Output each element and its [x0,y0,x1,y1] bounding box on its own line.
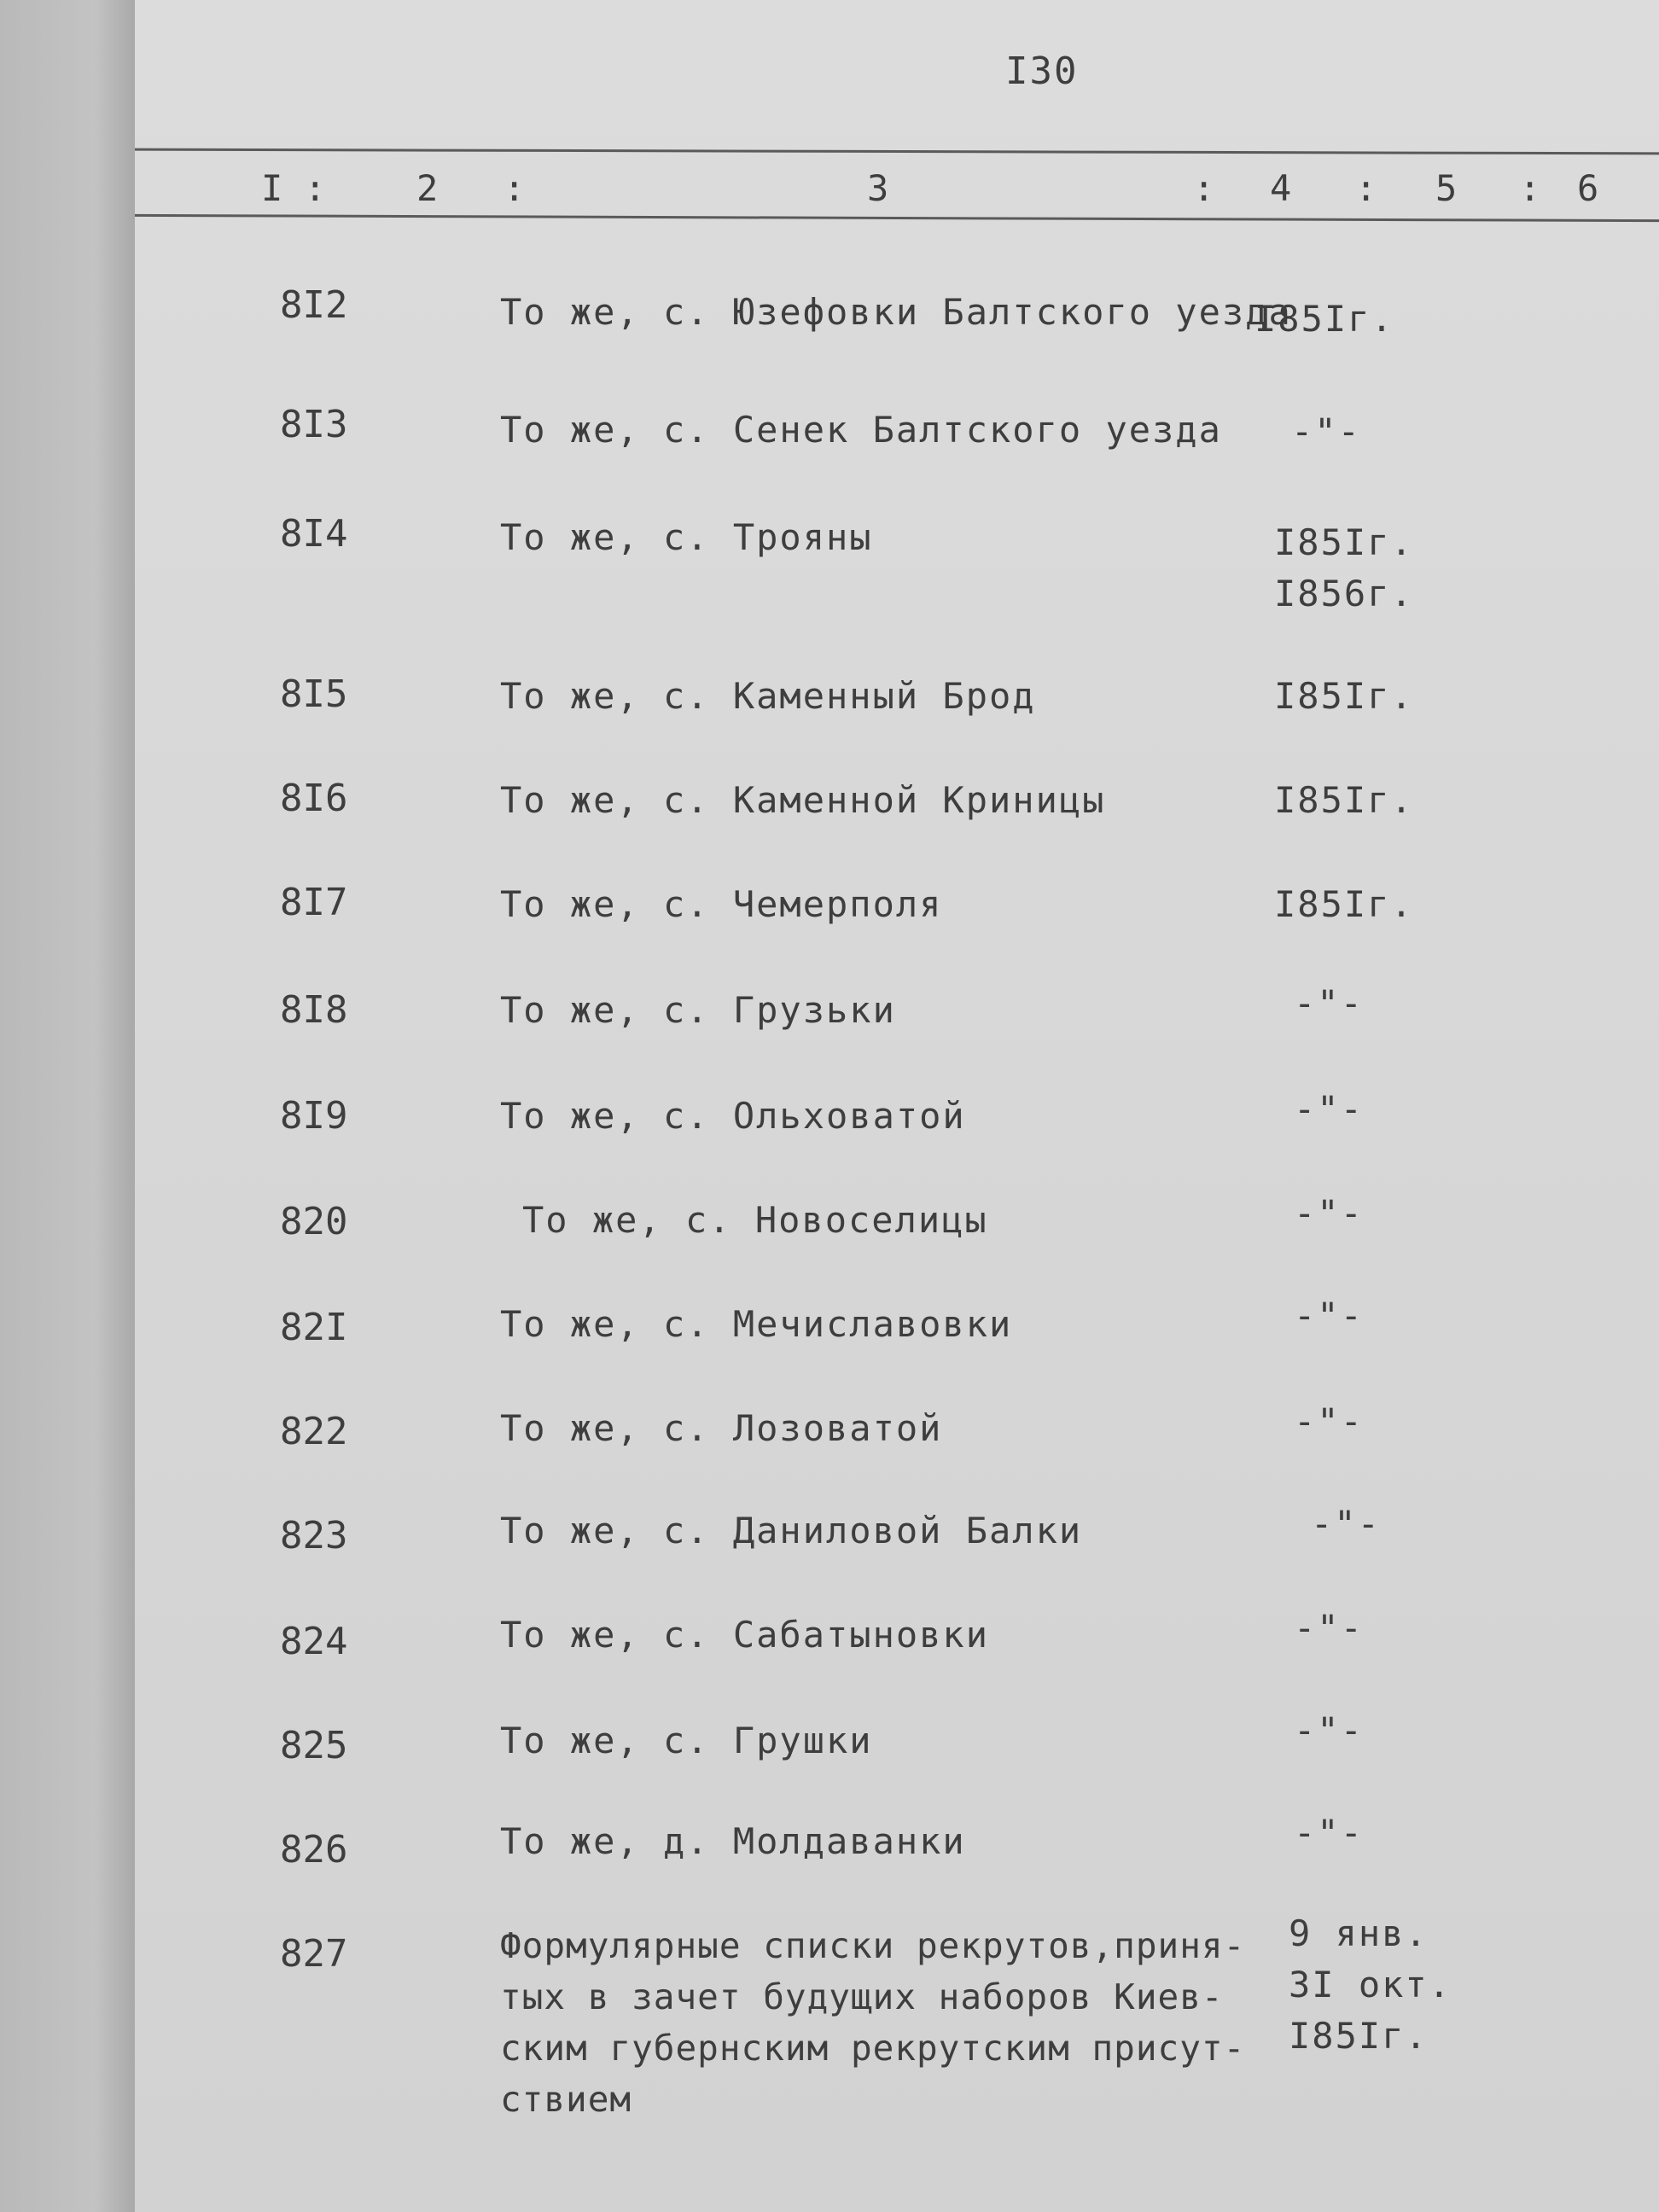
row-number: 8I7 [280,881,348,924]
row-date: -"- [1294,1295,1364,1336]
row-description: То же, с. Ольховатой [500,1095,966,1137]
row-description: То же, с. Чемерполя [500,883,943,925]
column-separator: : [1519,167,1541,209]
row-description: То же, с. Новоселицы [522,1199,988,1241]
row-number: 8I2 [280,283,348,327]
row-number: 823 [280,1514,348,1557]
column-header-2: 2 [416,167,439,209]
row-number: 8I6 [280,777,348,820]
row-description: То же, с. Грушки [500,1720,873,1761]
row-number: 820 [280,1200,348,1243]
row-number: 827 [280,1932,348,1976]
column-separator: : [1193,167,1215,209]
row-date: -"- [1294,1607,1364,1649]
column-header-3: 3 [867,167,889,209]
row-date: -"- [1291,410,1361,452]
row-date: 9 янв. 3I окт. I85Iг. [1289,1912,1452,2057]
row-number: 826 [280,1828,348,1871]
row-number: 82I [280,1306,348,1349]
row-description: То же, с. Юзефовки Балтского уезда [500,291,1292,333]
row-description: То же, д. Молдаванки [500,1820,966,1862]
row-date: -"- [1294,1400,1364,1442]
row-date: I85Iг. [1274,779,1414,821]
row-description: То же, с. Грузьки [500,989,896,1031]
row-description: То же, с. Мечиславовки [500,1303,1013,1345]
row-date: -"- [1294,1088,1364,1130]
row-date: I85Iг. I856г. [1274,521,1414,614]
row-date: -"- [1294,1709,1364,1751]
row-number: 8I4 [280,512,348,556]
row-number: 824 [280,1620,348,1663]
column-separator: : [1355,167,1377,209]
row-date: -"- [1294,982,1364,1024]
row-number: 8I5 [280,672,348,716]
row-date: I85Iг. [1274,675,1414,717]
row-number: 822 [280,1410,348,1453]
header-bottom-rule [135,214,1659,222]
row-description: То же, с. Сенек Балтского уезда [500,409,1222,451]
row-date: -"- [1294,1192,1364,1234]
column-header-5: 5 [1435,167,1458,209]
column-header-4: 4 [1270,167,1292,209]
document-page [135,0,1659,2212]
row-number: 8I3 [280,403,348,446]
row-date: -"- [1311,1503,1381,1545]
row-number: 8I9 [280,1094,348,1138]
column-header-1: I : [261,167,326,209]
column-separator: : [504,167,526,209]
page-number: I30 [1005,49,1079,93]
row-description: То же, с. Даниловой Балки [500,1510,1083,1551]
row-date: I85Iг. [1254,298,1394,340]
column-header-6: 6 [1577,167,1599,209]
header-top-rule [135,148,1659,155]
row-description: То же, с. Лозоватой [500,1407,943,1449]
row-number: 825 [280,1724,348,1767]
row-description: То же, с. Трояны [500,516,873,558]
row-date: -"- [1294,1812,1364,1854]
row-description: То же, с. Каменный Брод [500,675,1036,717]
row-number: 8I8 [280,988,348,1032]
row-description: То же, с. Сабатыновки [500,1614,990,1656]
row-date: I85Iг. [1274,883,1414,925]
row-description: Формулярные списки рекрутов,приня- тых в зачет будущих наборов Киев- ским губернским рекрутским присут- ствием [500,1925,1246,2120]
adjacent-page-edge [0,0,135,2212]
row-description: То же, с. Каменной Криницы [500,779,1106,821]
